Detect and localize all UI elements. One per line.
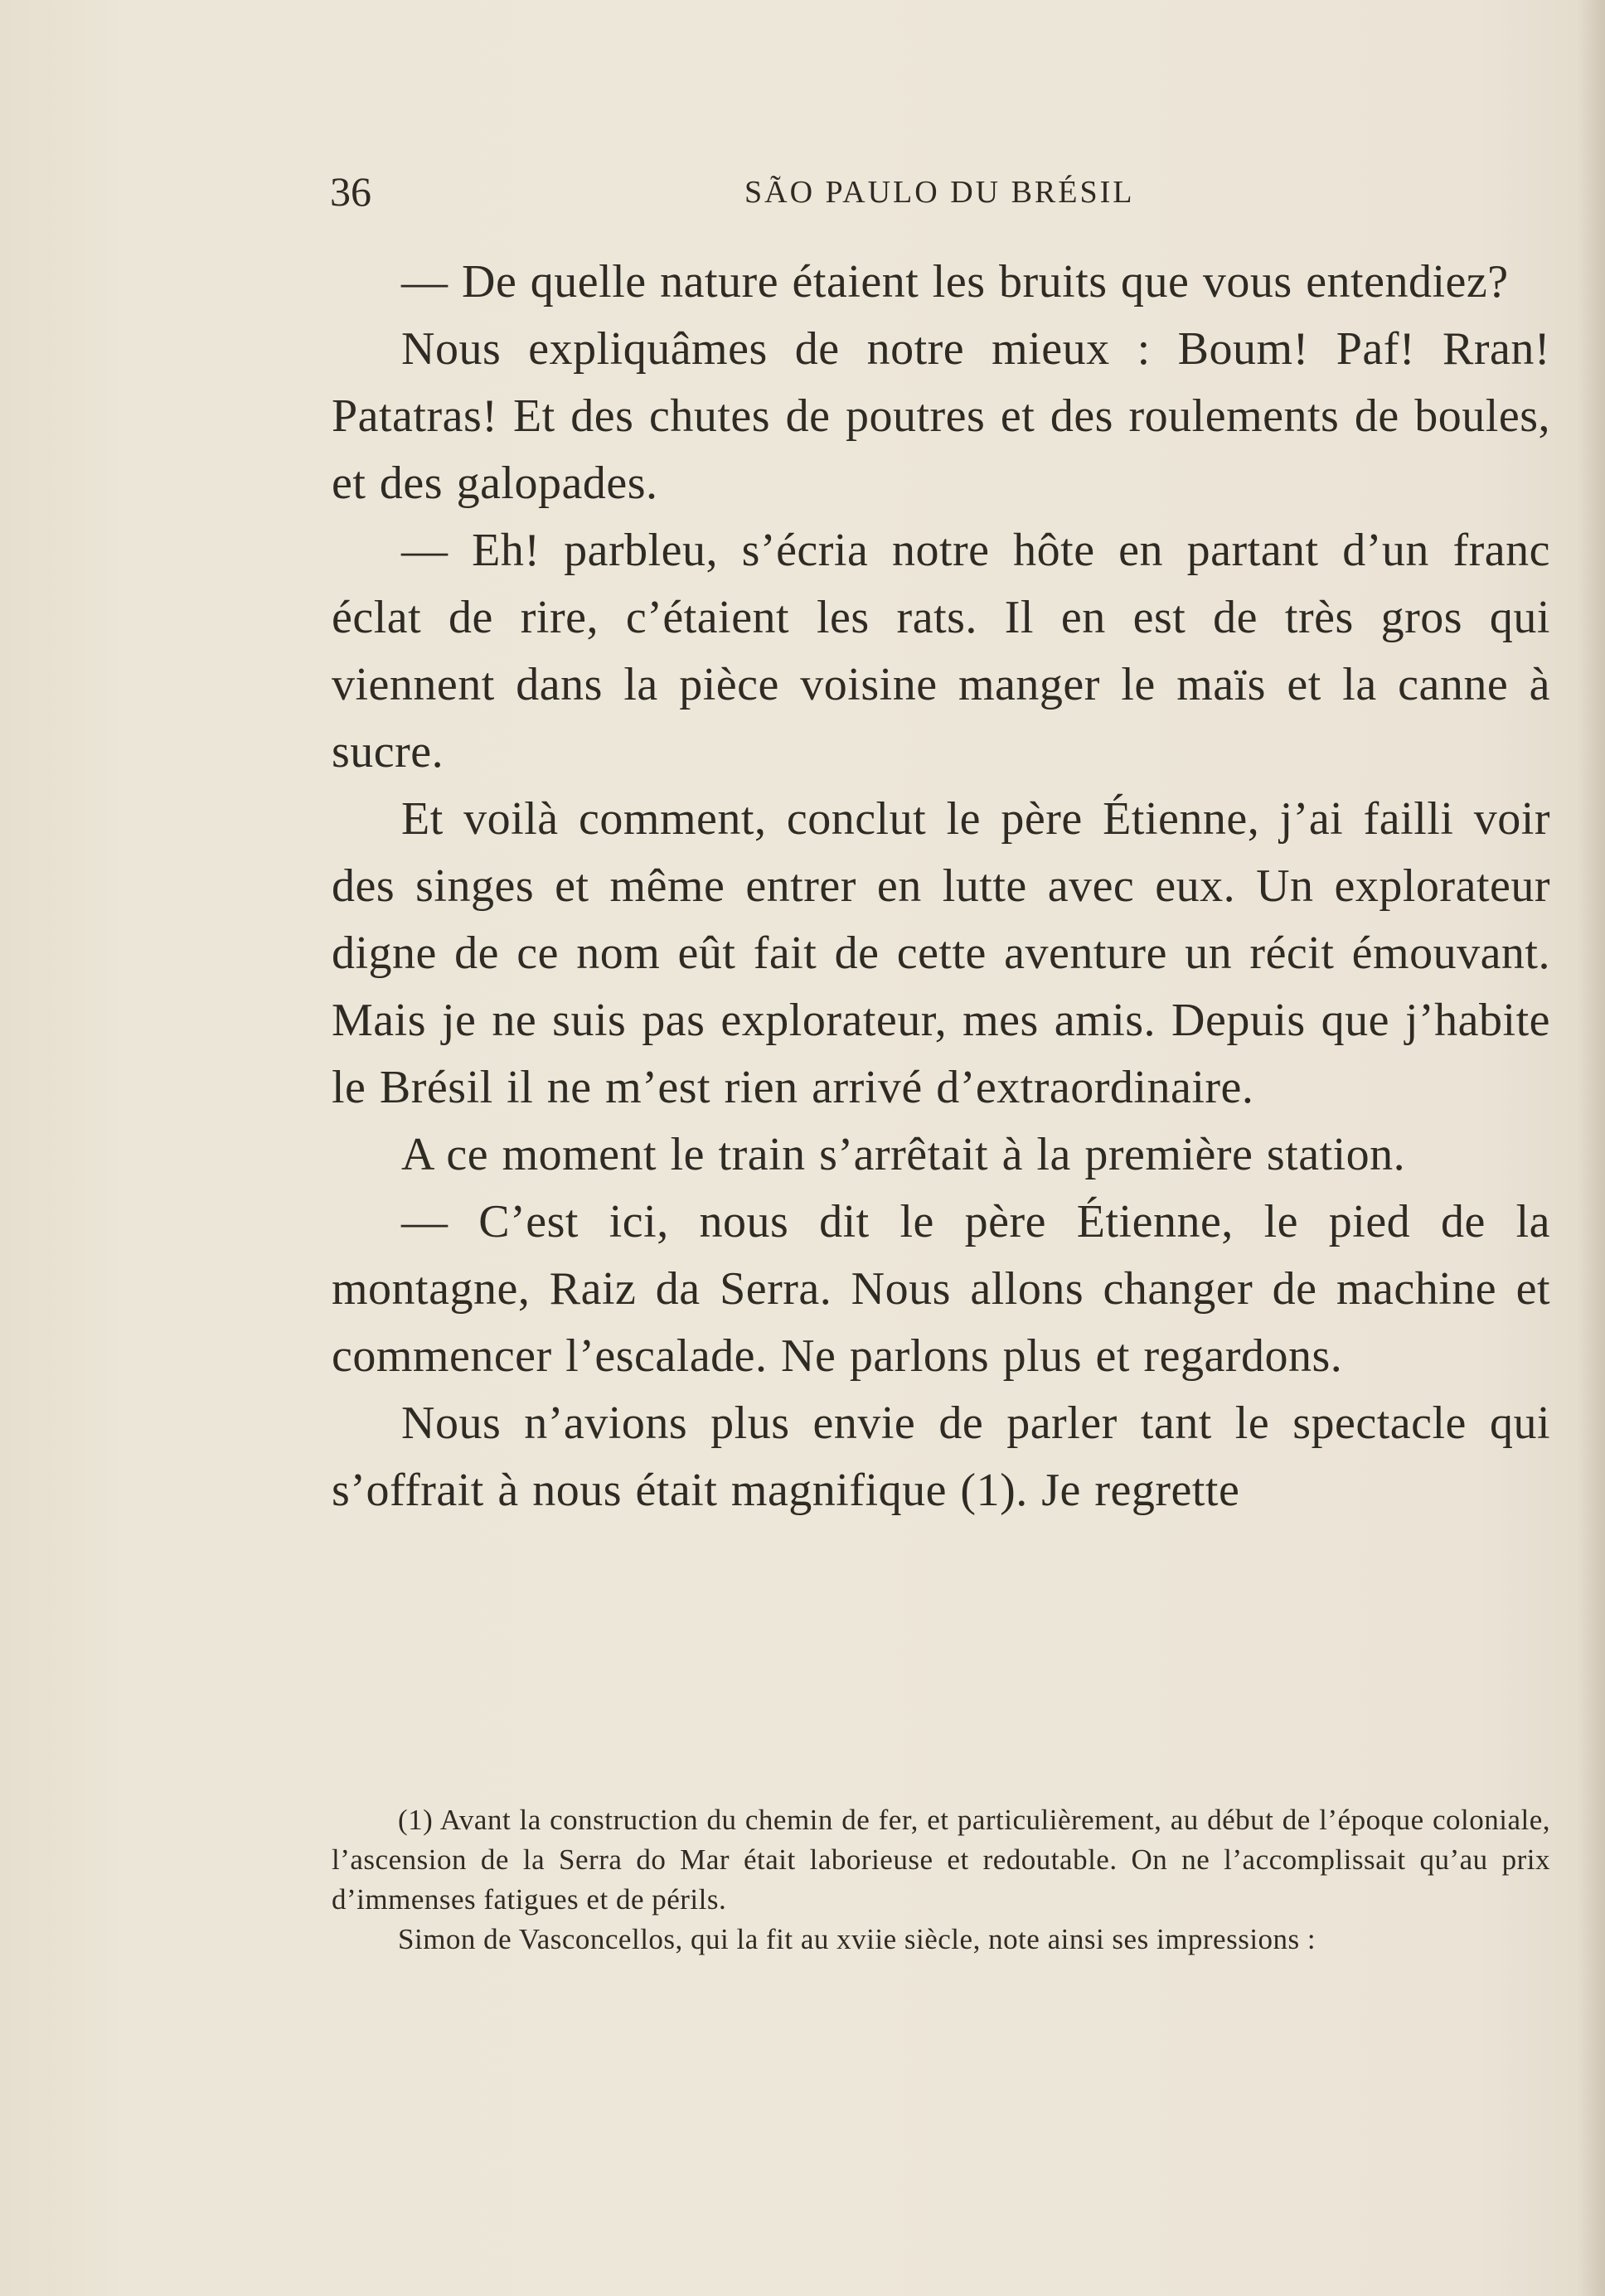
main-text — [332, 249, 1550, 1524]
paragraph: — De quelle nature étaient les bruits que vous entendiez? — [401, 256, 1509, 308]
paragraph: Nous expliquâmes de notre mieux : Boum! Paf! Rran! Patatras! Et des chutes de poutres et des roulements de boules, et des galopades. — [332, 323, 1550, 509]
paragraph: Et voilà comment, conclut le père Étienne, j’ai failli voir des singes et même entrer en lutte avec eux. Un explorateur digne de ce nom eût fait de cette aventure un récit émouvant. Mais je ne suis pas explorateur, mes amis. Depuis que j’habite le Brésil il ne m’est rien arrivé d’extraordinaire. — [332, 793, 1550, 1113]
running-title: SÃO PAULO DU BRÉSIL — [744, 175, 1135, 210]
paragraph: A ce moment le train s’arrêtait à la première station. — [401, 1129, 1406, 1180]
paragraph: Nous n’avions plus envie de parler tant le spectacle qui s’offrait à nous était magnifique (1). Je regrette — [332, 1397, 1550, 1516]
footnote-continuation: Simon de Vasconcellos, qui la fit au xviie siècle, note ainsi ses impressions : — [398, 1923, 1316, 1955]
paragraph: — C’est ici, nous dit le père Étienne, le pied de la montagne, Raiz da Serra. Nous allons changer de machine et commencer l’escalade. Ne parlons plus et regardons. — [332, 1196, 1550, 1382]
paragraph: — Eh! parbleu, s’écria notre hôte en partant d’un franc éclat de rire, c’étaient les rats. Il en est de très gros qui viennent dans la pièce voisine manger le maïs et la canne à sucre. — [332, 525, 1550, 777]
footnote: (1) Avant la construction du chemin de fer, et particulièrement, au début de l’époque coloniale, l’ascension de la Serra do Mar était laborieuse et redoutable. On ne l’accomplissait qu’au prix d’immenses fatigues et de périls. — [332, 1804, 1550, 1916]
footnotes — [332, 1800, 1550, 1959]
page-header — [330, 162, 1549, 220]
page-edge-shadow — [1577, 0, 1605, 2296]
page-number: 36 — [330, 168, 371, 215]
